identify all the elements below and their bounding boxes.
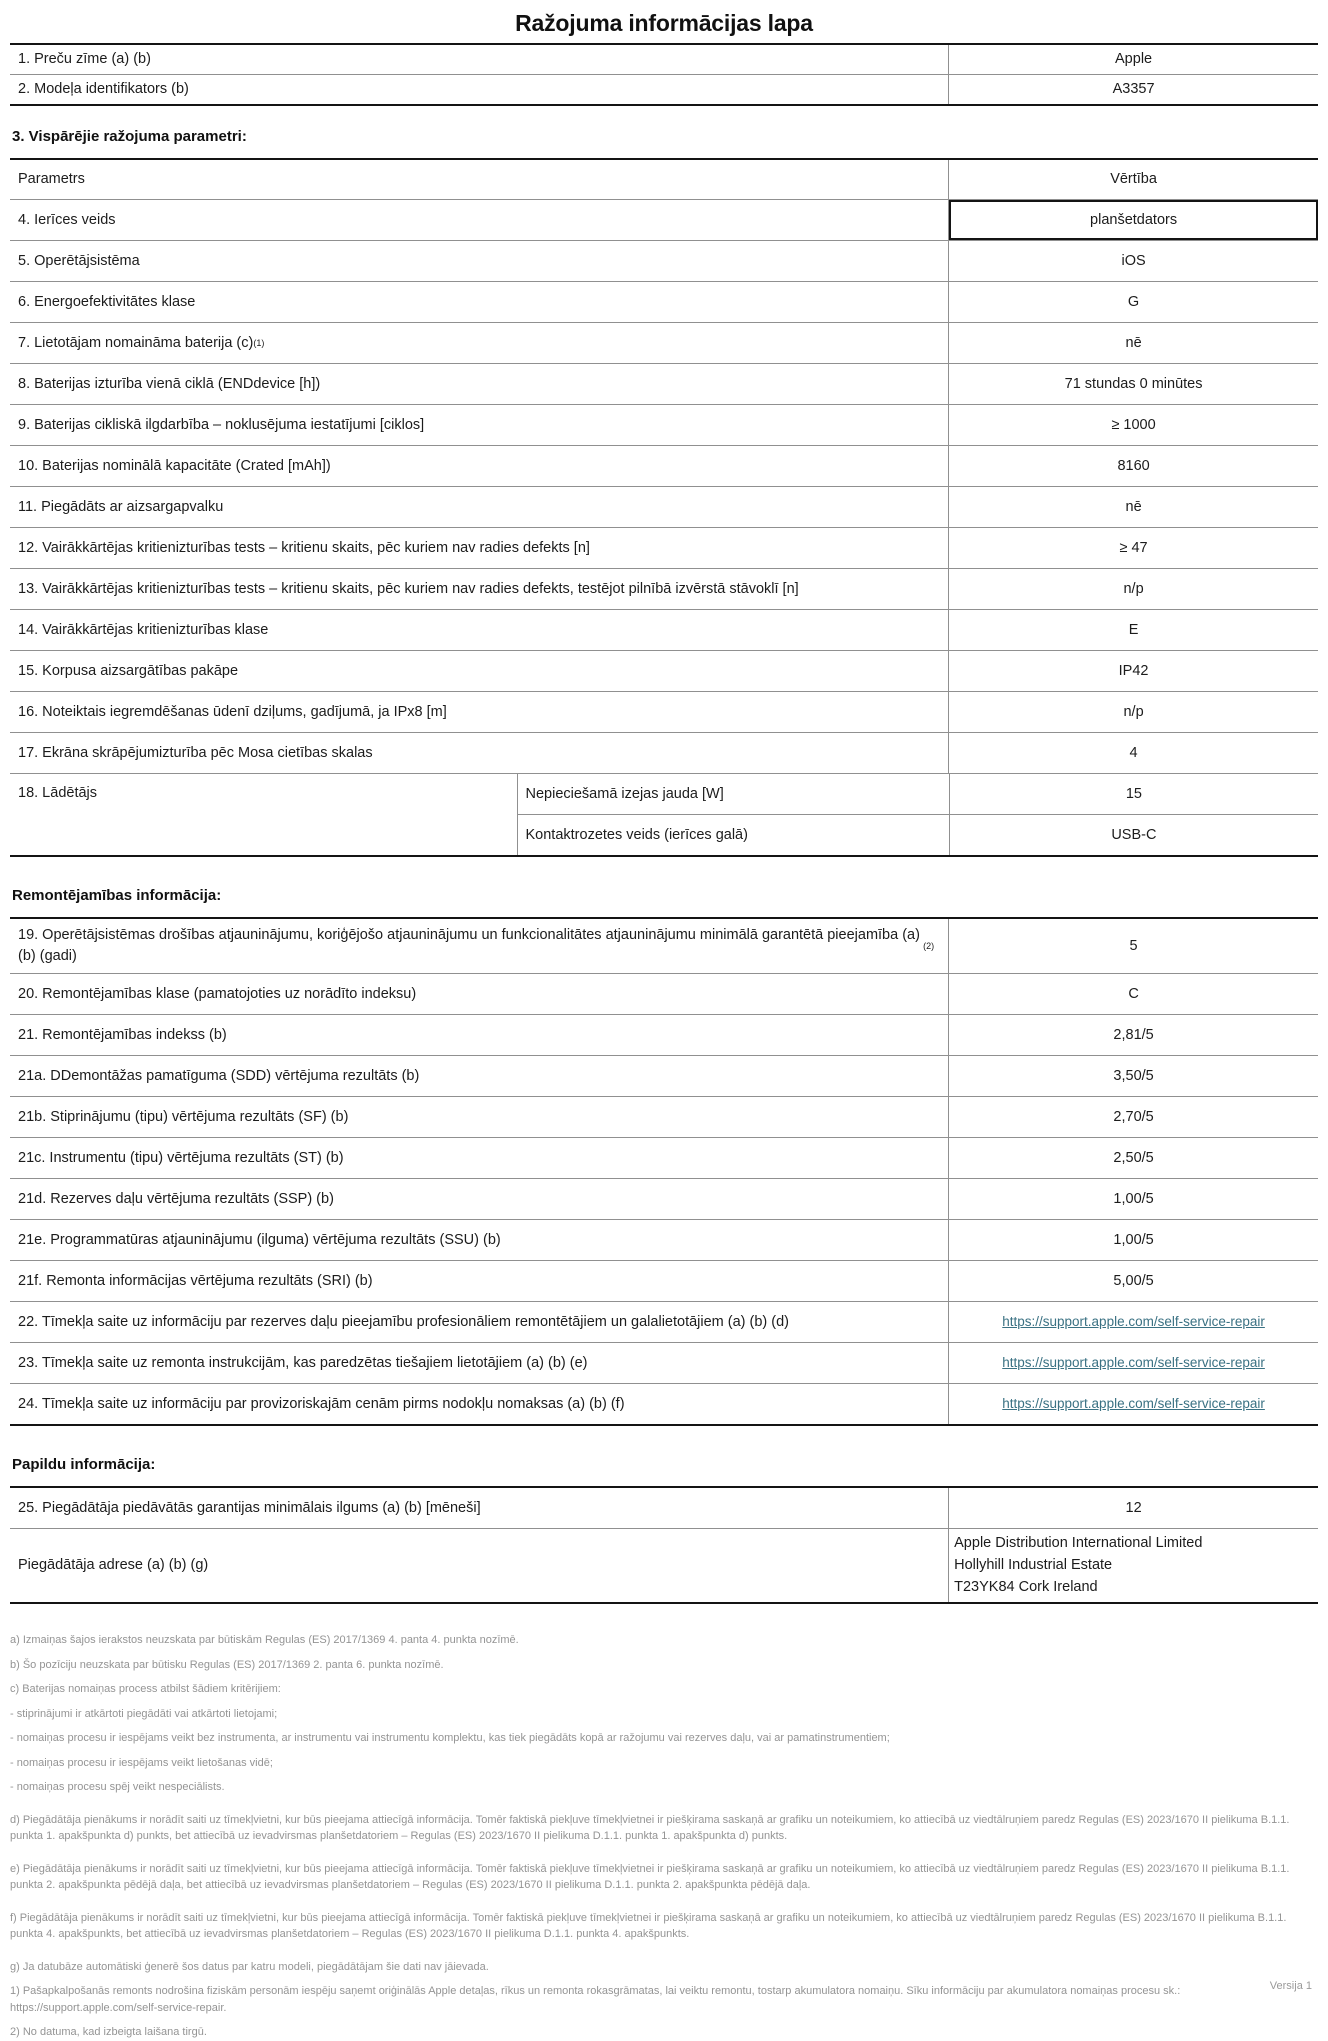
footnote: - nomaiņas procesu ir iespējams veikt bez instrumenta, ar instrumentu vai instrumentu komplektu, kas tiek piegādāts kopā ar ražojumu vai rezerves daļu, vai ar pamatinstrumentiem;	[10, 1732, 890, 1745]
param-label: 12. Vairākkārtējas kritienizturības tests – kritienu skaits, pēc kuriem nav radies defekts [n]	[10, 528, 949, 568]
table-row	[10, 1342, 1318, 1383]
param-value: Apple	[1115, 51, 1153, 67]
param-value: 1,00/5	[1113, 1231, 1154, 1248]
param-label: 1. Preču zīme (a) (b)	[10, 45, 949, 74]
param-value: A3357	[1112, 81, 1155, 98]
table-row	[10, 1301, 1318, 1342]
repairability-table	[10, 917, 1318, 1426]
param-label: 10. Baterijas nominālā kapacitāte (Crated [mAh])	[10, 446, 949, 486]
param-label: 18. Lādētājs	[10, 774, 518, 855]
param-label: 25. Piegādātāja piedāvātās garantijas minimālais ilgums (a) (b) [mēneši]	[10, 1488, 949, 1528]
version-label: Versija 1	[1269, 1980, 1312, 1992]
table-row	[10, 1055, 1318, 1096]
param-value: C	[1128, 985, 1139, 1002]
table-row	[10, 1178, 1318, 1219]
table-row	[10, 1260, 1318, 1301]
charger-subrow	[518, 814, 1319, 855]
param-value: ≥ 47	[1119, 539, 1148, 556]
param-label: 17. Ekrāna skrāpējumizturība pēc Mosa cietības skalas	[10, 733, 949, 773]
repair-info-link[interactable]: https://support.apple.com/self-service-repair	[1002, 1396, 1265, 1412]
param-label: 21a. DDemontāžas pamatīguma (SDD) vērtējuma rezultāts (b)	[10, 1056, 949, 1096]
table-row	[10, 445, 1318, 486]
param-value: 15	[1125, 786, 1142, 803]
param-label: 11. Piegādāts ar aizsargapvalku	[10, 487, 949, 527]
section-heading-additional: Papildu informācija:	[12, 1456, 156, 1474]
param-label: 5. Operētājsistēma	[10, 241, 949, 281]
param-value: 3,50/5	[1113, 1067, 1154, 1084]
param-value: n/p	[1123, 703, 1144, 720]
table-row	[10, 527, 1318, 568]
charger-row	[10, 773, 1318, 855]
param-value	[949, 1384, 1318, 1424]
param-value: 12	[1125, 1499, 1142, 1516]
param-value: 4	[1129, 744, 1138, 761]
param-label: 23. Tīmekļa saite uz remonta instrukcijām, kas paredzētas tiešajiem lietotājiem (a) (b) (e)	[10, 1343, 949, 1383]
table-row	[10, 1014, 1318, 1055]
address-line: Apple Distribution International Limited	[954, 1535, 1203, 1552]
param-value: nē	[1125, 498, 1142, 515]
table-row	[10, 1528, 1318, 1602]
param-label: 21c. Instrumentu (tipu) vērtējuma rezultāts (ST) (b)	[10, 1138, 949, 1178]
identity-table	[10, 43, 1318, 106]
footnotes	[10, 1632, 1318, 2041]
param-label: 19. Operētājsistēmas drošības atjauninājumu, koriģējošo atjauninājumu un funkcionalitātes atjauninājumu minimālā garantētā pieejamība (a) (b) (gadi) (2)	[10, 919, 949, 973]
param-value: n/p	[1123, 580, 1144, 597]
table-row	[10, 691, 1318, 732]
table-row	[10, 281, 1318, 322]
param-label: 16. Noteiktais iegremdēšanas ūdenī dziļums, gadījumā, ja IPx8 [m]	[10, 692, 949, 732]
param-label: Kontaktrozetes veids (ierīces galā)	[518, 815, 950, 855]
table-row	[10, 74, 1318, 104]
table-row	[10, 1096, 1318, 1137]
column-header-value: Vērtība	[1110, 171, 1157, 188]
param-label: 2. Modeļa identifikators (b)	[10, 75, 949, 104]
table-row	[10, 568, 1318, 609]
param-value: 2,50/5	[1113, 1149, 1154, 1166]
param-label: Piegādātāja adrese (a) (b) (g)	[10, 1529, 949, 1602]
param-value: 2,70/5	[1113, 1108, 1154, 1125]
table-row	[10, 240, 1318, 281]
footnote: g) Ja datubāze automātiski ģenerē šos datus par katru modeli, piegādātājam šie dati nav jāievada.	[10, 1960, 489, 1973]
table-row	[10, 1137, 1318, 1178]
param-value: iOS	[1121, 252, 1146, 269]
param-value: 2,81/5	[1113, 1026, 1154, 1043]
table-row	[10, 404, 1318, 445]
param-value: 8160	[1117, 457, 1150, 474]
param-label: 21. Remontējamības indekss (b)	[10, 1015, 949, 1055]
address-line: Hollyhill Industrial Estate	[954, 1556, 1113, 1573]
param-label: 15. Korpusa aizsargātības pakāpe	[10, 651, 949, 691]
column-header-parameter: Parametrs	[10, 160, 949, 199]
param-value: G	[1127, 293, 1140, 310]
param-value: IP42	[1118, 662, 1149, 679]
param-label: 6. Energoefektivitātes klase	[10, 282, 949, 322]
table-row	[10, 45, 1318, 74]
footnote: - nomaiņas procesu spēj veikt nespeciālists.	[10, 1781, 225, 1794]
table-row	[10, 732, 1318, 773]
param-value: 1,00/5	[1113, 1190, 1154, 1207]
repair-info-link[interactable]: https://support.apple.com/self-service-repair	[1002, 1314, 1265, 1330]
param-label: 24. Tīmekļa saite uz informāciju par provizoriskajām cenām pirms nodokļu nomaksas (a) (b) (f)	[10, 1384, 949, 1424]
footnote: a) Izmaiņas šajos ierakstos neuzskata par būtiskām Regulas (ES) 2017/1369 4. panta 4. punkta nozīmē.	[10, 1634, 519, 1647]
param-value: nē	[1125, 334, 1142, 351]
param-value	[949, 1529, 1318, 1602]
table-row	[10, 609, 1318, 650]
param-label: Nepieciešamā izejas jauda [W]	[518, 774, 950, 814]
footnote: 2) No datuma, kad izbeigta laišana tirgū.	[10, 2026, 207, 2039]
footnote: e) Piegādātāja pienākums ir norādīt saiti uz tīmekļvietni, kur būs pieejama attiecīgā informācija. Tomēr faktiskā piekļuve tīmekļvietnei ir piešķirama saskaņā ar grafiku un noteikumiem, ko attiecībā uz viedtālruņiem paredz Regulas (ES) 2023/1670 II pielikuma B.1.1. punkta 2. apakšpunkta pēdējā daļa, bet attiecībā uz ievadvirsmas planšetdatoriem – Regulas (ES) 2023/1670 II pielikuma D.1.1. punkta 2. apakšpunkta pēdējā daļa.	[10, 1862, 1290, 1892]
param-label: 9. Baterijas cikliskā ilgdarbība – noklusējuma iestatījumi [ciklos]	[10, 405, 949, 445]
param-label: 8. Baterijas izturība vienā ciklā (ENDdevice [h])	[10, 364, 949, 404]
param-value	[949, 1302, 1318, 1342]
general-parameters-table	[10, 158, 1318, 857]
table-row	[10, 919, 1318, 973]
table-row	[10, 1488, 1318, 1528]
param-value: 5,00/5	[1113, 1272, 1154, 1289]
param-label: 21b. Stiprinājumu (tipu) vērtējuma rezultāts (SF) (b)	[10, 1097, 949, 1137]
param-label: 4. Ierīces veids	[10, 200, 949, 240]
address-line: T23YK84 Cork Ireland	[954, 1578, 1098, 1595]
param-label: 20. Remontējamības klase (pamatojoties uz norādīto indeksu)	[10, 974, 949, 1014]
charger-subrow	[518, 774, 1319, 814]
footnote: c) Baterijas nomaiņas process atbilst šādiem kritērijiem:	[10, 1683, 281, 1696]
param-value	[949, 1343, 1318, 1383]
param-value: 5	[1129, 937, 1138, 954]
param-value: ≥ 1000	[1111, 416, 1156, 433]
repair-info-link[interactable]: https://support.apple.com/self-service-repair	[1002, 1355, 1265, 1371]
footnote: - nomaiņas procesu ir iespējams veikt lietošanas vidē;	[10, 1756, 273, 1769]
table-row	[10, 363, 1318, 404]
param-label: 22. Tīmekļa saite uz informāciju par rezerves daļu pieejamību profesionāliem remontētājiem un galalietotājiem (a) (b) (d)	[10, 1302, 949, 1342]
additional-info-table	[10, 1486, 1318, 1604]
footnote: b) Šo pozīciju neuzskata par būtisku Regulas (ES) 2017/1369 2. panta 6. punkta nozīmē.	[10, 1658, 444, 1671]
param-label: 21f. Remonta informācijas vērtējuma rezultāts (SRI) (b)	[10, 1261, 949, 1301]
section-heading-repairability: Remontējamības informācija:	[12, 887, 222, 905]
table-row	[10, 199, 1318, 240]
table-row	[10, 650, 1318, 691]
param-label: 7. Lietotājam nomaināma baterija (c) (1)	[10, 323, 949, 363]
table-row	[10, 1219, 1318, 1260]
table-row	[10, 1383, 1318, 1424]
table-row	[10, 322, 1318, 363]
footnote: 1) Pašapkalpošanās remonts nodrošina fiziskām personām iespēju saņemt oriģinālās Apple detaļas, rīkus un remonta rokasgrāmatas, lai veiktu remontu, tostarp akumulatora nomaiņu. Sīku informāciju par akumulatora nomaiņas procesu sk.: https://support.apple.com/self-service-repair.	[10, 1985, 1181, 2014]
footnote: - stiprinājumi ir atkārtoti piegādāti vai atkārtoti lietojami;	[10, 1707, 278, 1720]
footnote: f) Piegādātāja pienākums ir norādīt saiti uz tīmekļvietni, kur būs pieejama attiecīgā informācija. Tomēr faktiskā piekļuve tīmekļvietnei ir piešķirama saskaņā ar grafiku un noteikumiem, ko attiecībā uz viedtālruņiem paredz Regulas (ES) 2023/1670 II pielikuma B.1.1. punkta 4. apakšpunkts, bet attiecībā uz ievadvirsmas planšetdatoriem – Regulas (ES) 2023/1670 II pielikuma D.1.1. punkta 4. apakšpunkts.	[10, 1911, 1287, 1941]
param-value: USB-C	[1111, 827, 1157, 844]
param-value: planšetdators	[949, 200, 1318, 240]
param-label: 13. Vairākkārtējas kritienizturības tests – kritienu skaits, pēc kuriem nav radies defekts, testējot pilnībā izvērstā stāvoklī [n]	[10, 569, 949, 609]
param-value: E	[1128, 621, 1139, 638]
param-label: 21e. Programmatūras atjauninājumu (ilguma) vērtējuma rezultāts (SSU) (b)	[10, 1220, 949, 1260]
section-heading-general: 3. Vispārējie ražojuma parametri:	[12, 128, 247, 146]
param-label: 14. Vairākkārtējas kritienizturības klase	[10, 610, 949, 650]
table-row	[10, 973, 1318, 1014]
table-row	[10, 486, 1318, 527]
param-label: 21d. Rezerves daļu vērtējuma rezultāts (SSP) (b)	[10, 1179, 949, 1219]
param-value: 71 stundas 0 minūtes	[1064, 375, 1203, 392]
footnote: d) Piegādātāja pienākums ir norādīt saiti uz tīmekļvietni, kur būs pieejama attiecīgā informācija. Tomēr faktiskā piekļuve tīmekļvietnei ir piešķirama saskaņā ar grafiku un noteikumiem, ko attiecībā uz viedtālruņiem paredz Regulas (ES) 2023/1670 II pielikuma B.1.1. punkta 1. apakšpunkta d) punkts, bet attiecībā uz ievadvirsmas planšetdatoriem – Regulas (ES) 2023/1670 II pielikuma D.1.1. punkta 1. apakšpunkta d) punkts.	[10, 1813, 1290, 1843]
table-header-row	[10, 160, 1318, 199]
charger-subtable	[518, 774, 1319, 855]
page-title: Ražojuma informācijas lapa	[515, 10, 813, 36]
